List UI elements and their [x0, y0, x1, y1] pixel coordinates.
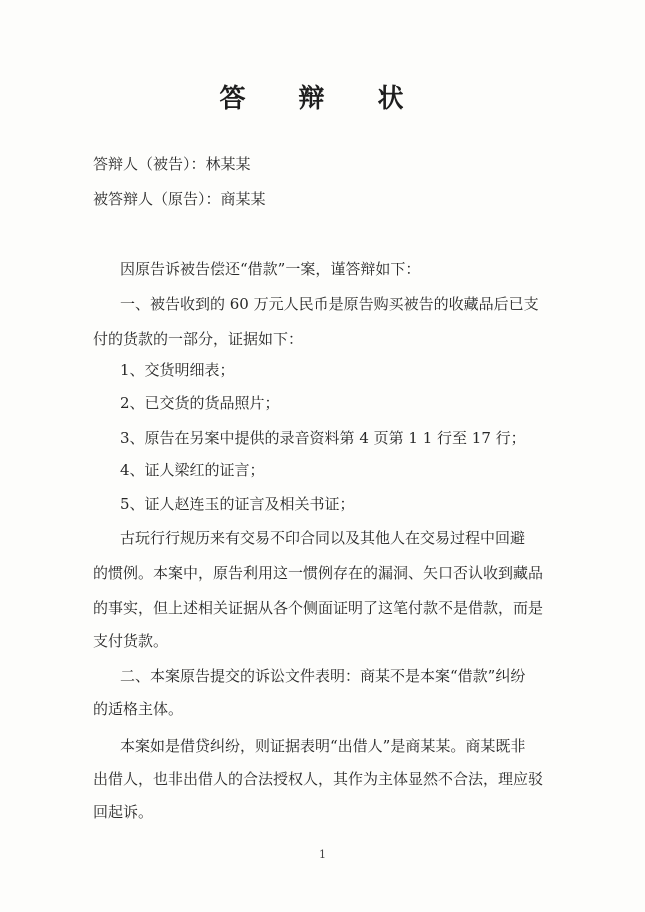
paragraph-two-line-3: 的事实，但上述相关证据从各个侧面证明了这笔付款不是借款，而是: [93, 599, 544, 617]
evidence-item-3: 3、原告在另案中提供的录音资料第 4 页第 1 1 行至 17 行；: [120, 429, 526, 447]
paragraph-two-line-4: 支付货款。: [93, 632, 169, 650]
point-two-line-2: 的适格主体。: [93, 700, 184, 718]
point-one-line-2: 付的货款的一部分，证据如下：: [93, 330, 304, 348]
document-title: 答 辩 状: [219, 84, 426, 114]
respondent-line: 答辩人（被告）：林某某: [93, 155, 251, 173]
paragraph-two-line-1: 古玩行行规历来有交易不印合同以及其他人在交易过程中回避: [120, 529, 526, 547]
intro-paragraph: 因原告诉被告偿还“借款”一案，谨答辩如下：: [120, 260, 421, 278]
evidence-item-2: 2、已交货的货品照片；: [120, 394, 280, 412]
evidence-item-5: 5、证人赵连玉的证言及相关书证；: [120, 495, 355, 513]
evidence-item-4: 4、证人梁红的证言；: [120, 461, 265, 479]
point-two-line-1: 二、本案原告提交的诉讼文件表明：商某不是本案“借款”纠纷: [120, 667, 526, 685]
evidence-item-1: 1、交货明细表；: [120, 361, 235, 379]
point-one-line-1: 一、被告收到的 60 万元人民币是原告购买被告的收藏品后已支: [120, 295, 539, 313]
paragraph-three-line-1: 本案如是借贷纠纷，则证据表明“出借人”是商某某。商某既非: [120, 737, 526, 755]
paragraph-three-line-3: 回起诉。: [93, 803, 154, 821]
page-number: 1: [319, 848, 326, 861]
claimant-line: 被答辩人（原告）：商某某: [93, 190, 266, 208]
paragraph-two-line-2: 的惯例。本案中，原告利用这一惯例存在的漏洞、矢口否认收到藏品: [93, 564, 544, 582]
paragraph-three-line-2: 出借人，也非出借人的合法授权人，其作为主体显然不合法，理应驳: [93, 770, 544, 788]
